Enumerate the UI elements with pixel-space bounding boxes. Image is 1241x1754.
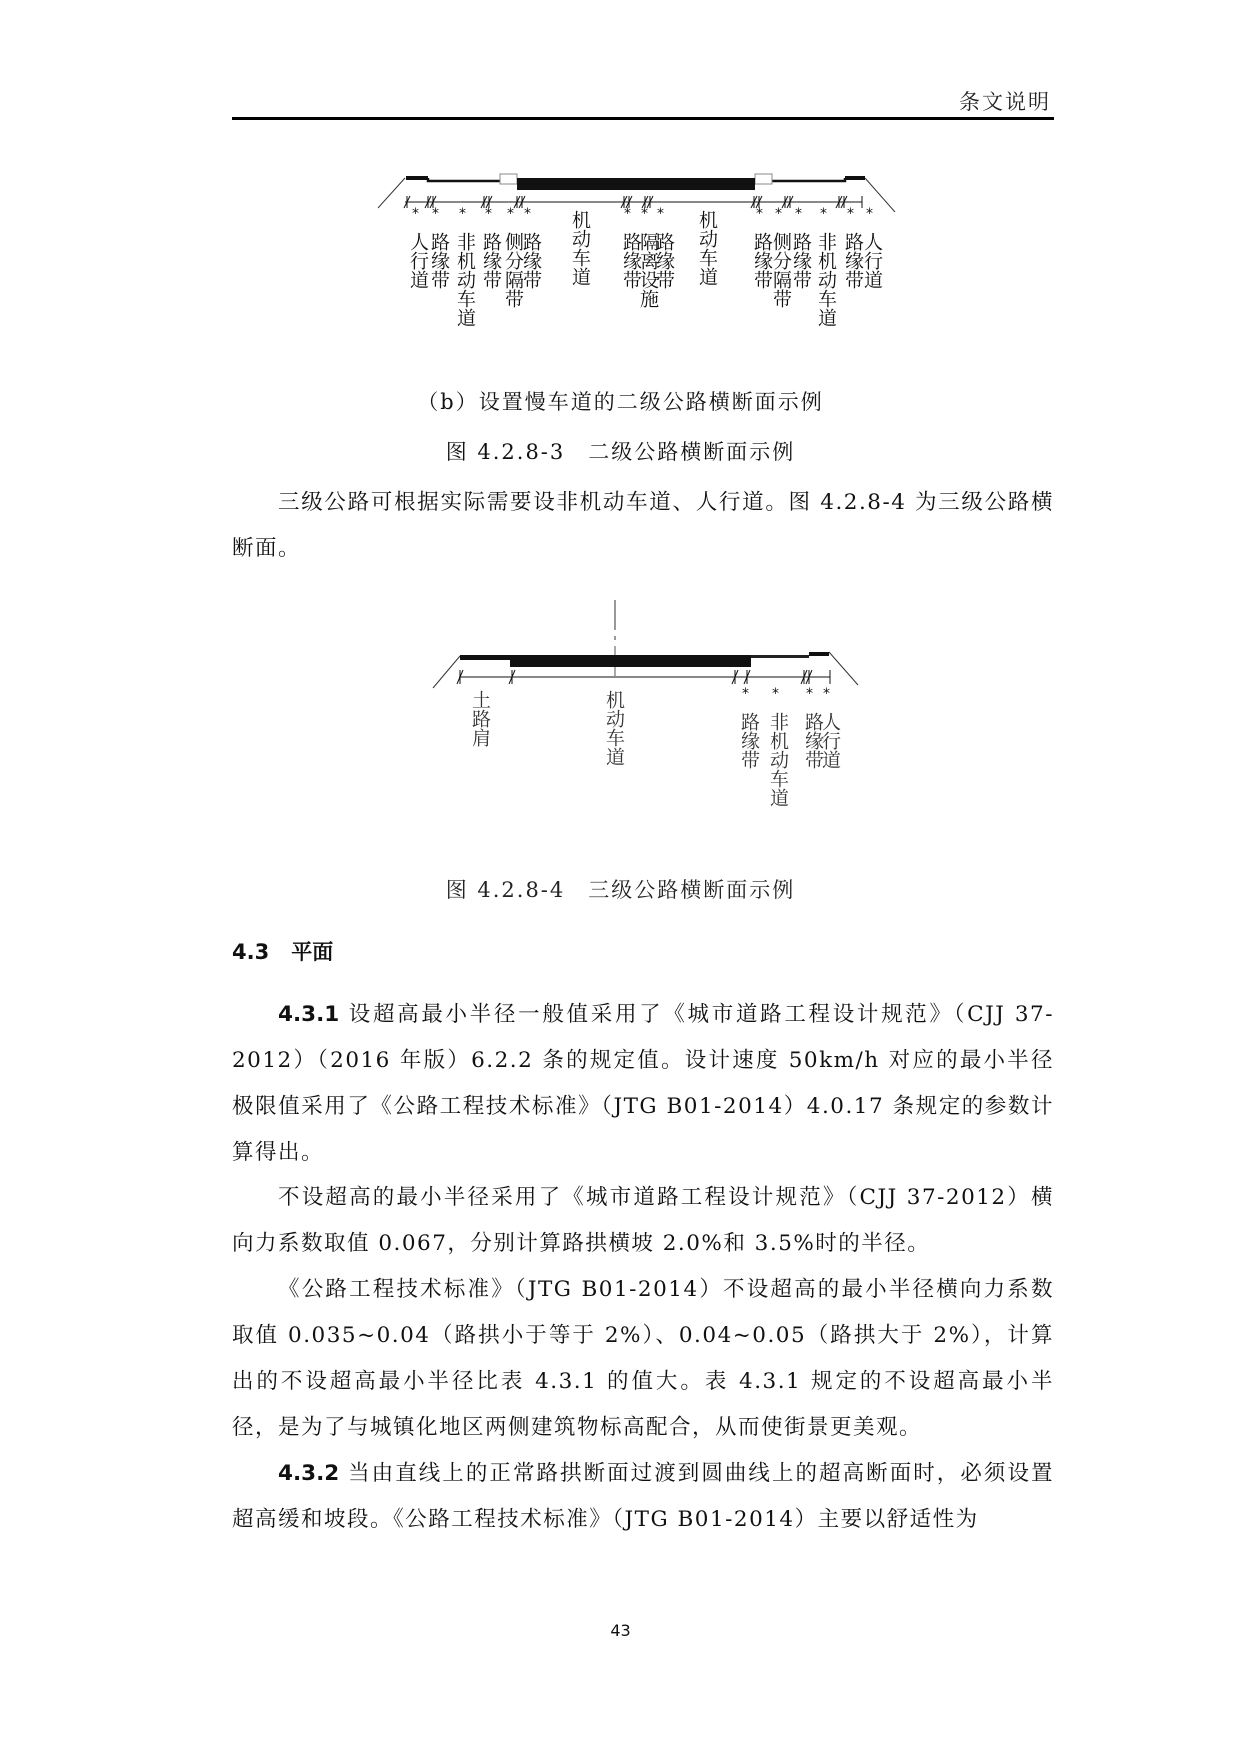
star-marker: * <box>866 206 873 222</box>
label-edge-strip: 路缘带 <box>428 232 450 289</box>
figure-4-2-8-4 <box>0 0 1241 850</box>
star-marker: * <box>820 206 827 222</box>
clause-text: 当由直线上的正常路拱断面过渡到圆曲线上的超高断面时，必须设置超高缓和坡段。《公路工程技术标准》（JTG B01-2014）主要以舒适性为 <box>232 1461 1054 1532</box>
label-edge-strip: 路缘带 <box>520 232 542 289</box>
star-marker: * <box>485 206 492 222</box>
star-marker: * <box>641 206 648 222</box>
label-edge-strip: 路缘带 <box>738 712 760 769</box>
sidewalk <box>809 652 829 656</box>
motor-lane <box>510 655 751 667</box>
clause-text: 不设超高的最小半径采用了《城市道路工程设计规范》（CJJ 37-2012）横向力系数取值 0.067，分别计算路拱横坡 2.0%和 3.5%时的半径。 <box>232 1185 1054 1256</box>
star-marker: * <box>459 206 466 222</box>
label-nonmotor-lane: 非机动车道 <box>767 712 789 807</box>
running-header-title: 条文说明 <box>959 90 1051 114</box>
label-edge-strip: 路缘带 <box>802 712 824 769</box>
label-edge-strip: 路缘带 <box>842 232 864 289</box>
section-number: 4.3 <box>232 940 270 964</box>
label-motor-lane: 机动车道 <box>603 690 625 766</box>
clause-text: 设超高最小半径一般值采用了《城市道路工程设计规范》（CJJ 37-2012）（2016 年版）6.2.2 条的规定值。设计速度 50km/h 对应的最小半径极限值采用了《公路工程技术标准》（JTG B01-2014）4.0.17 条规定的参数计算得出。 <box>232 1002 1054 1165</box>
label-edge-strip: 路缘带 <box>653 232 675 289</box>
clause-paragraph <box>232 1175 1054 1267</box>
label-earth-shoulder: 土路肩 <box>469 690 491 747</box>
star-marker: * <box>772 686 779 702</box>
clause-number: 4.3.2 <box>278 1461 340 1486</box>
label-edge-strip: 路缘带 <box>620 232 642 289</box>
label-edge-strip: 路缘带 <box>790 232 812 289</box>
left-slope-line <box>433 656 460 688</box>
star-marker: * <box>624 206 631 222</box>
star-marker: * <box>795 206 802 222</box>
figure-caption: 图 4.2.8-3 二级公路横断面示例 <box>445 440 796 464</box>
clause-paragraph <box>232 1267 1054 1451</box>
star-marker: * <box>847 206 854 222</box>
label-motor-lane-right: 机动车道 <box>696 210 718 286</box>
section-title: 平面 <box>291 940 334 964</box>
star-marker: * <box>823 686 830 702</box>
label-median-barrier: 隔离设施 <box>637 232 659 308</box>
section-heading <box>232 936 355 966</box>
clause-4-3-1 <box>232 992 1054 1176</box>
right-slope-line <box>829 652 858 685</box>
label-edge-strip: 路缘带 <box>480 232 502 289</box>
label-side-separator-right: 侧分隔带 <box>770 232 792 308</box>
body-paragraph: 三级公路可根据实际需要设非机动车道、人行道。图 4.2.8-4 为三级公路横断面。 <box>232 490 1054 561</box>
star-marker: * <box>507 206 514 222</box>
label-sidewalk: 人行道 <box>819 712 841 769</box>
nonmotor-lane <box>751 655 809 658</box>
clause-4-3-2 <box>232 1451 1054 1543</box>
star-marker: * <box>806 686 813 702</box>
label-sidewalk-left: 人行道 <box>407 232 429 289</box>
label-sidewalk-right: 人行道 <box>861 232 883 289</box>
star-marker: * <box>775 206 782 222</box>
clause-number: 4.3.1 <box>278 1002 340 1027</box>
star-marker: * <box>756 206 763 222</box>
label-side-separator-left: 侧分隔带 <box>502 232 524 308</box>
label-edge-strip: 路缘带 <box>751 232 773 289</box>
star-marker: * <box>524 206 531 222</box>
star-marker: * <box>742 686 749 702</box>
star-marker: * <box>432 206 439 222</box>
star-marker: * <box>412 206 419 222</box>
figure-caption: 图 4.2.8-4 三级公路横断面示例 <box>445 878 796 902</box>
star-marker: * <box>657 206 664 222</box>
earth-shoulder <box>460 655 510 660</box>
page-number: 43 <box>610 1621 631 1640</box>
label-nonmotor-lane-right: 非机动车道 <box>815 232 837 327</box>
label-nonmotor-lane-left: 非机动车道 <box>454 232 476 327</box>
figure-subcaption: （b）设置慢车道的二级公路横断面示例 <box>417 390 824 414</box>
clause-text: 《公路工程技术标准》（JTG B01-2014）不设超高的最小半径横向力系数取值 0.035~0.04（路拱小于等于 2%）、0.04~0.05（路拱大于 2%），计算出的不设超高最小半径比表 4.3.1 的值大。表 4.3.1 规定的不设超高最小半径，是为了与城镇化地区两侧建筑物标高配合，从而使街景更美观。 <box>232 1277 1054 1440</box>
label-motor-lane-left: 机动车道 <box>569 210 591 286</box>
